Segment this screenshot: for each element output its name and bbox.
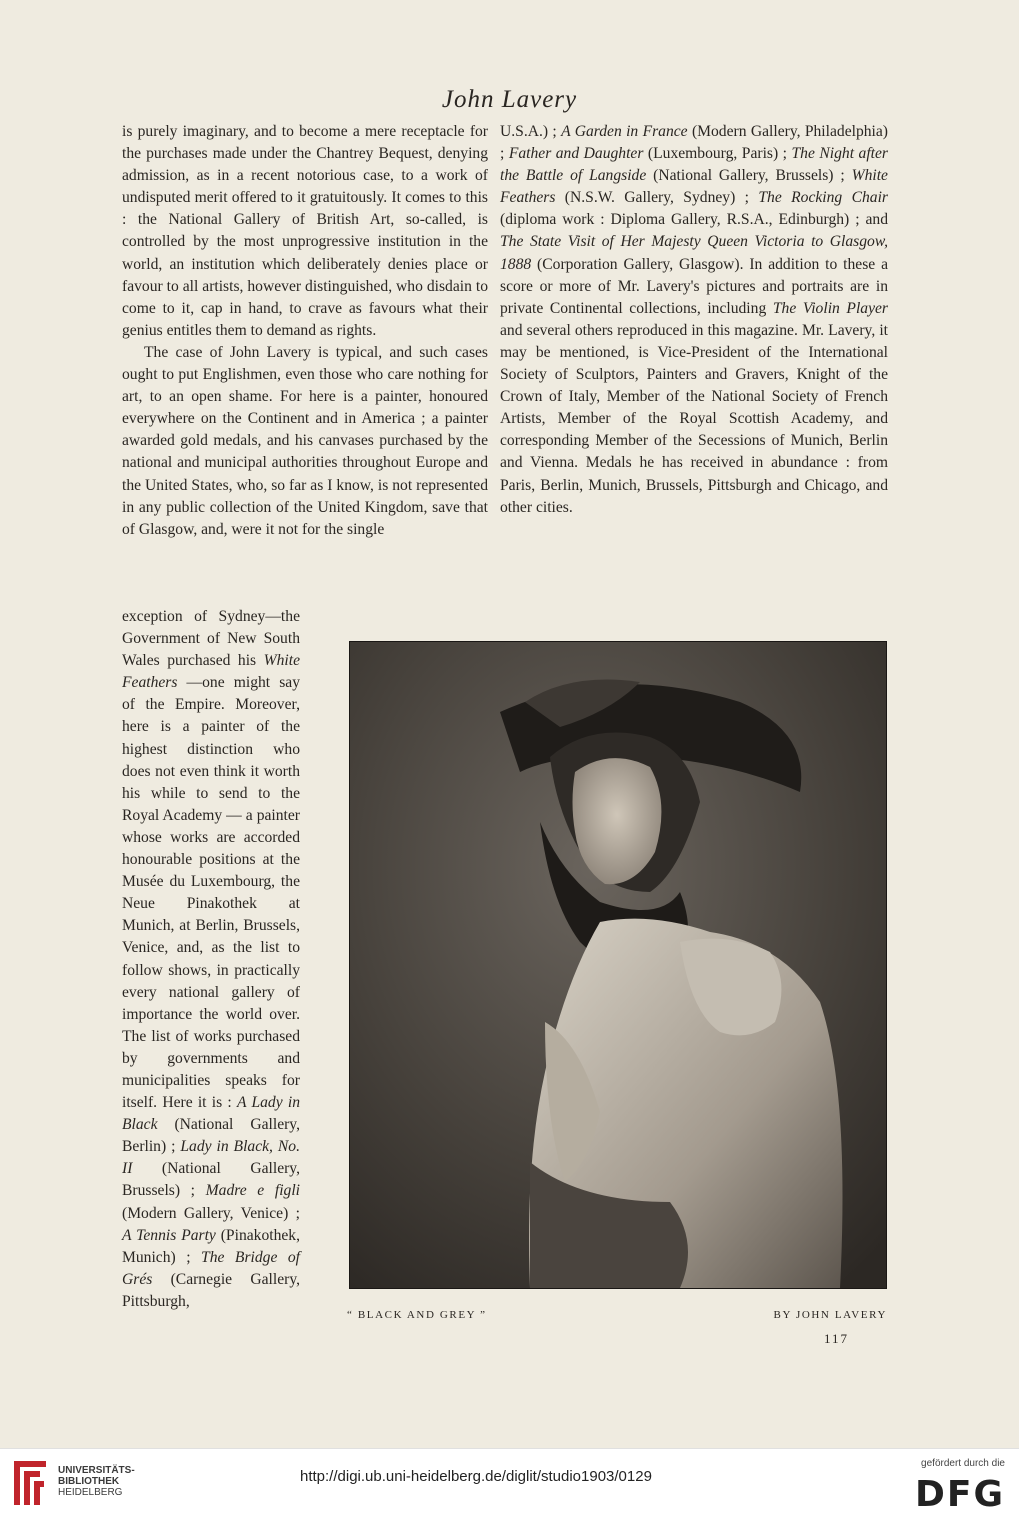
library-name: UNIVERSITÄTS- BIBLIOTHEK HEIDELBERG [58, 1465, 135, 1498]
portrait-illustration [350, 642, 886, 1288]
work-title: The Bridge of Grés [122, 1248, 300, 1288]
library-logo-icon [10, 1457, 50, 1509]
paragraph: The case of John Lavery is typical, and such cases ought to put Englishmen, even those who care nothing for art, to an open shame. For here is a painter, honoured everywhere on the Continent and in America ; a painter awarded gold medals, and his canvases purchased by the national and municipal authorities throughout Europe and the United States, who, so far as I know, is not represented in any public collection of the United Kingdom, save that of Glasgow, and, were it not for the single [122, 343, 488, 538]
work-title: Madre e figli [205, 1182, 301, 1200]
dfg-logo: DFG [914, 1474, 1005, 1515]
work-title: The Violin Player [772, 299, 888, 317]
work-title: A Lady in Black [122, 1094, 301, 1134]
work-title: Lady in Black, No. II [122, 1138, 300, 1178]
work-title: White Feathers [122, 652, 300, 692]
paragraph: is purely imaginary, and to become a mere receptacle for the purchases made under the Chantrey Bequest, denying admission, as in a recent notorious case, to a work of undisputed merit offered to it gratuitously. It comes to this : the National Gallery of British Art, so-called, is controlled by the most unprogressive institution in the world, an institution which deliberately denies place or favour to all artists, however distinguished, who disdain to come to it, cap in hand, to crave as favours what their genius entitles them to demand as rights. [122, 123, 488, 339]
work-title: The Rocking Chair [758, 189, 888, 207]
library-footer [0, 1448, 1019, 1522]
right-column [500, 121, 888, 519]
portrait-painting [349, 641, 887, 1289]
page-number: 117 [824, 1331, 850, 1346]
work-title: A Tennis Party [122, 1226, 216, 1244]
work-title: Father and Daughter [508, 145, 644, 163]
running-title: John Lavery [441, 86, 578, 113]
left-column-narrow [122, 606, 300, 1313]
figure-caption-artist: BY JOHN LAVERY [773, 1309, 887, 1321]
funding-label: gefördert durch die [921, 1458, 1005, 1469]
left-column-top [122, 121, 488, 541]
paragraph: exception of Sydney—the Government of New South Wales purchased his White Feathers —one might say of the Empire. Moreover, here is a painter of the highest distinction who does not even think it worth his while to send to the Royal Academy — a painter whose works are accorded honourable positions at the Musée du Luxembourg, the Neue Pinakothek at Munich, at Berlin, Brussels, Venice, and, as the list to follow shows, in practically every national gallery of importance the world over. The list of works purchased by governments and municipalities speaks for itself. Here it is : A Lady in Black (National Gallery, Berlin) ; Lady in Black, No. II (National Gallery, Brussels) ; Madre e figli (Modern Gallery, Venice) ; A Tennis Party (Pinakothek, Munich) ; The Bridge of Grés (Carnegie Gallery, Pittsburgh, [122, 608, 301, 1310]
paragraph: U.S.A.) ; A Garden in France (Modern Gallery, Philadelphia) ; Father and Daughter (Luxembourg, Paris) ; The Night after the Battle of Langside (National Gallery, Brussels) ; White Feathers (N.S.W. Gallery, Sydney) ; The Rocking Chair (diploma work : Diploma Gallery, R.S.A., Edinburgh) ; and The State Visit of Her Majesty Queen Victoria to Glasgow, 1888 (Corporation Gallery, Glasgow). In addition to these a score or more of Mr. Lavery's pictures and portraits are in private Continental collections, including The Violin Player and several others reproduced in this magazine. Mr. Lavery, it may be mentioned, is Vice-President of the International Society of Sculptors, Painters and Gravers, Knight of the Crown of Italy, Member of the National Society of French Artists, Member of the Royal Scottish Academy, and corresponding Member of the Secessions of Munich, Berlin and Vienna. Medals he has received in abundance : from Paris, Berlin, Munich, Brussels, Pittsburgh and Chicago, and other cities. [500, 123, 888, 516]
work-title: The State Visit of Her Majesty Queen Victoria to Glasgow, 1888 [500, 233, 888, 273]
source-url-link[interactable]: http://digi.ub.uni-heidelberg.de/diglit/studio1903/0129 [300, 1468, 652, 1485]
work-title: White Feathers [500, 167, 888, 207]
work-title: The Night after the Battle of Langside [500, 145, 888, 185]
work-title: A Garden in France [561, 123, 688, 140]
figure-caption-title: “ BLACK AND GREY ” [347, 1309, 487, 1321]
